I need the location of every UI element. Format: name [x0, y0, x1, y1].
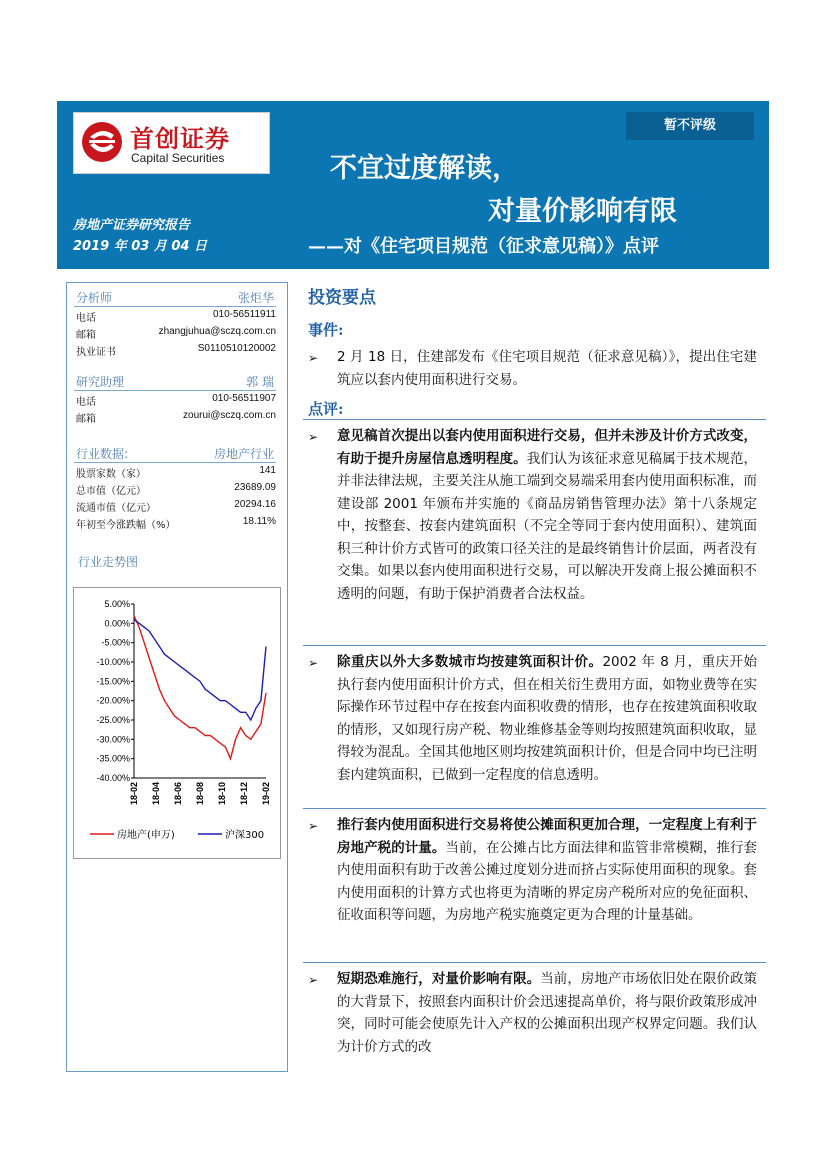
row-value: 20294.16 [234, 499, 276, 510]
y-tick-label: -5.00% [101, 637, 130, 648]
comment-title: 点评: [308, 400, 344, 418]
section-title: 投资要点 [308, 288, 376, 308]
y-tick-label: -30.00% [96, 734, 130, 745]
bullet-arrow-icon: ➢ [308, 430, 319, 444]
row-key: 流通市值（亿元） [76, 503, 156, 514]
row-key: 邮箱 [76, 330, 96, 341]
row-value: zourui@sczq.com.cn [183, 410, 276, 421]
assistant-header [74, 373, 276, 391]
industry-row [76, 465, 276, 481]
row-value: 010-56511907 [212, 393, 276, 404]
industry-name: 房地产行业 [213, 447, 274, 461]
analyst-label: 分析师 [76, 291, 113, 305]
report-title-line2: 对量价影响有限 [488, 196, 677, 227]
x-tick-label: 18-08 [195, 782, 205, 806]
series-line-1 [134, 620, 266, 721]
analyst-email-row [76, 326, 276, 342]
x-tick-label: 18-02 [129, 782, 139, 806]
row-key: 年初至今涨跌幅（%） [76, 520, 176, 531]
industry-header [74, 445, 276, 463]
row-key: 电话 [76, 397, 96, 408]
point-4 [337, 968, 757, 1058]
event-title: 事件: [308, 321, 344, 339]
row-value: 010-56511911 [212, 309, 276, 320]
divider [303, 808, 766, 809]
analyst-name: 张炬华 [237, 291, 274, 305]
y-tick-label: -40.00% [96, 773, 130, 783]
industry-label: 行业数据: [76, 447, 129, 461]
report-type: 房地产证券研究报告 [73, 218, 191, 233]
row-key: 执业证书 [76, 347, 116, 358]
analyst-cert-row [76, 343, 276, 359]
row-key: 总市值（亿元） [76, 486, 146, 497]
row-value: 18.11% [242, 516, 276, 527]
y-tick-label: -15.00% [96, 676, 130, 687]
x-tick-label: 19-02 [261, 782, 271, 806]
y-tick-label: -20.00% [96, 695, 130, 706]
industry-row [76, 516, 276, 532]
point-4-text: 当前，房地产市场依旧处在限价政策的大背景下，按照套内面积计价会迅速提高单价，将与限价政策形成冲突，同时可能会使原先计入产权的公摊面积出现产权界定问题。我们认为计价方式的改 [337, 971, 757, 1055]
row-value: S0110510120002 [197, 343, 276, 354]
row-key: 股票家数（家） [76, 469, 146, 480]
x-tick-label: 18-12 [239, 782, 249, 806]
row-value: zhangjuhua@sczq.com.cn [158, 326, 276, 337]
row-value: 141 [259, 465, 276, 476]
divider [303, 645, 766, 646]
company-logo [73, 112, 270, 174]
bullet-arrow-icon: ➢ [308, 973, 319, 987]
point-1-lead: 意见稿首次提出以套内使用面积进行交易，但并未涉及计价方式改变，有助于提升房屋信息透明程度。 [337, 428, 757, 467]
row-key: 邮箱 [76, 414, 96, 425]
assistant-label: 研究助理 [76, 375, 125, 389]
bullet-arrow-icon: ➢ [308, 351, 319, 365]
trend-chart [73, 587, 281, 859]
report-title-line1: 不宜过度解读， [330, 153, 519, 184]
point-2-text: 2002 年 8 月，重庆开始执行套内使用面积计价方式，但在相关衍生费用方面，如物业费等在实际操作环节过程中存在按套内面积收费的情形，也存在按建筑面积收取的情形，又如现行房产税、物业维修基金等则均按照建筑面积收取，显得较为混乱。全国其他地区则均按建筑面积计价，但是合同中均已注明套内建筑面积，已做到一定程度的信息透明。 [337, 654, 757, 783]
analyst-header [74, 289, 276, 307]
x-tick-label: 18-04 [151, 782, 161, 806]
logo-english-text: Capital Securities [131, 151, 225, 165]
divider [303, 419, 766, 420]
report-date: 2019 年 03 月 04 日 [73, 239, 207, 254]
report-subtitle: ——对《住宅项目规范（征求意见稿）》点评 [308, 236, 659, 257]
legend-label-1: 沪深300 [225, 830, 265, 841]
point-4-lead: 短期恐难施行，对量价影响有限。 [337, 971, 541, 987]
industry-row [76, 499, 276, 515]
analyst-phone-row [76, 309, 276, 325]
y-tick-label: -10.00% [96, 657, 130, 667]
point-3-lead: 推行套内使用面积进行交易将使公摊面积更加合理，一定程度上有利于房地产税的计量。 [337, 817, 757, 856]
x-tick-label: 18-10 [217, 782, 227, 806]
assistant-email-row [76, 410, 276, 426]
rating-badge: 暂不评级 [626, 112, 754, 140]
legend-label-0: 房地产(申万) [117, 830, 175, 841]
event-text: 2 月 18 日，住建部发布《住宅项目规范（征求意见稿）》，提出住宅建筑应以套内使用面积进行交易。 [337, 349, 757, 388]
y-tick-label: -35.00% [96, 753, 130, 764]
bullet-arrow-icon: ➢ [308, 656, 319, 670]
logo-chinese-text: 首创证券 [130, 124, 230, 153]
x-tick-label: 18-06 [173, 782, 183, 806]
row-value: 23689.09 [234, 482, 276, 493]
point-2-lead: 除重庆以外大多数城市均按建筑面积计价。 [337, 654, 603, 670]
logo-mark-icon [80, 120, 124, 164]
assistant-phone-row [76, 393, 276, 409]
assistant-name: 郭 瑞 [246, 375, 274, 389]
divider [303, 962, 766, 963]
y-tick-label: 5.00% [104, 599, 130, 609]
point-1-text: 我们认为该征求意见稿属于技术规范，并非法律法规，主要关注从施工端到交易端采用套内使用面积标准，而建设部 2001 年颁布并实施的《商品房销售管理办法》第十八条规定中，按整套、按套内建筑面积（不完全等同于套内使用面积）、建筑面积三种计价方式皆可的政策口径关注的是最终销售计价层面，两者没有交集。如果以套内使用面积进行交易，可以解决开发商上报公摊面积不透明的问题，有助于保护消费者合法权益。 [337, 450, 758, 602]
trend-chart-svg [74, 588, 280, 858]
point-2 [337, 651, 757, 786]
industry-row [76, 482, 276, 498]
trend-chart-label: 行业走势图 [78, 555, 139, 569]
point-3-text: 当前，在公摊占比方面法律和监管非常模糊，推行套内使用面积有助于改善公摊过度划分进而挤占实际使用面积的现象。套内使用面积的计算方式也将更为清晰的界定房产税所对应的免征面积、征收面积等问题，为房地产税实施奠定更为合理的计量基础。 [337, 839, 758, 923]
point-1 [337, 425, 757, 605]
y-tick-label: -25.00% [96, 715, 130, 725]
bullet-arrow-icon: ➢ [308, 819, 319, 833]
point-3 [337, 814, 757, 927]
row-key: 电话 [76, 313, 96, 324]
y-tick-label: 0.00% [104, 618, 130, 629]
